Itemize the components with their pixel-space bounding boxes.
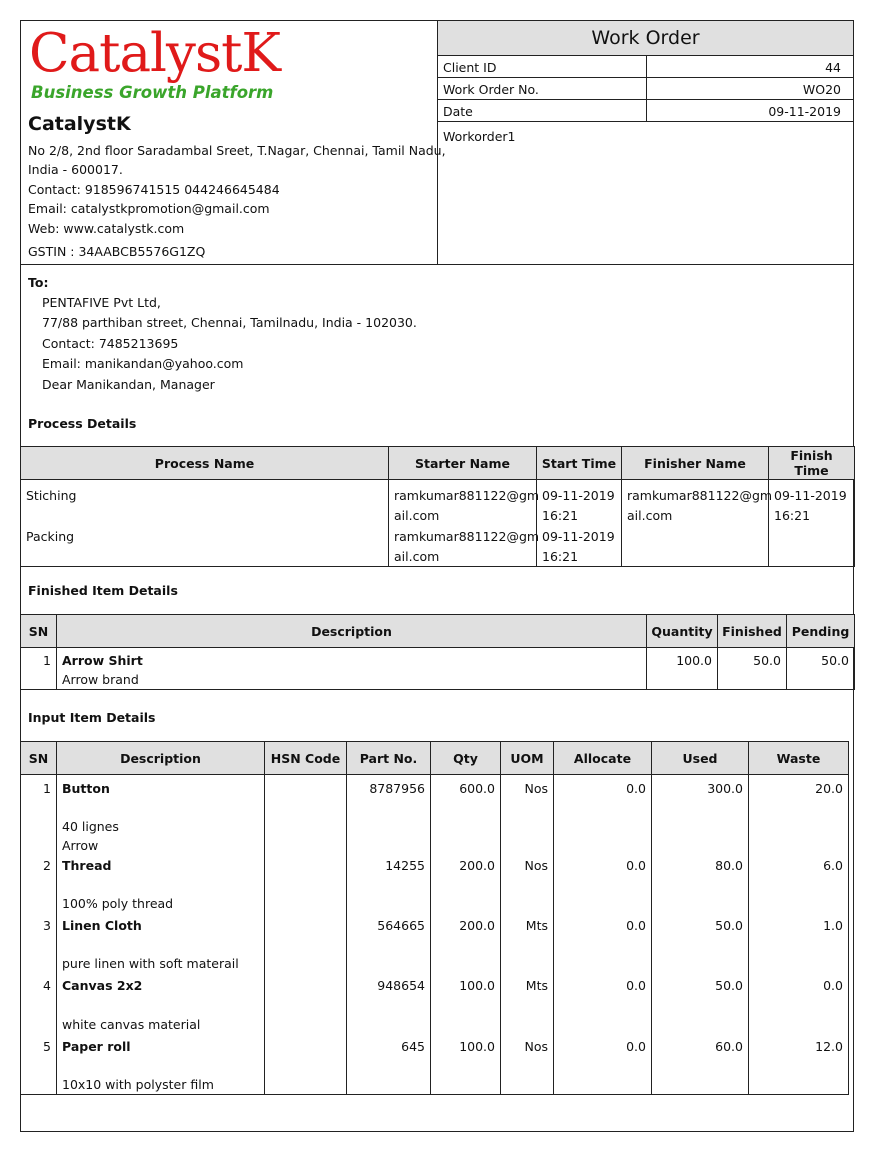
input-header-sn: SN xyxy=(21,742,57,775)
process-details-table xyxy=(20,446,855,567)
finished-item-name: Arrow Shirt xyxy=(62,653,143,668)
table-row xyxy=(21,648,855,690)
table-row xyxy=(21,480,855,526)
input-header-allocate: Allocate xyxy=(554,742,652,775)
company-address-line-1: No 2/8, 2nd floor Saradambal Sreet, T.Nagar, Chennai, Tamil Nadu, xyxy=(28,143,446,158)
input-items-table xyxy=(20,741,849,1095)
process-name: Stiching xyxy=(26,488,77,503)
finished-header-pending: Pending xyxy=(787,615,855,648)
process-header-start-time: Start Time xyxy=(537,447,622,480)
table-row xyxy=(21,973,849,1033)
input-item-name: Canvas 2x2 xyxy=(62,978,143,994)
input-allocate: 0.0 xyxy=(626,781,646,796)
company-tagline: Business Growth Platform xyxy=(31,83,274,102)
input-waste: 6.0 xyxy=(823,857,843,873)
input-header-description: Description xyxy=(57,742,265,775)
client-id-value: 44 xyxy=(825,60,841,75)
input-waste: 0.0 xyxy=(823,978,843,994)
input-sn: 3 xyxy=(43,918,51,934)
process-header-finish-time: Finish Time xyxy=(769,447,855,480)
client-id-label: Client ID xyxy=(443,60,497,75)
start-time: 16:21 xyxy=(542,507,579,523)
starter-name-line-1: ramkumar881122@gm xyxy=(394,529,540,544)
input-allocate: 0.0 xyxy=(626,857,646,873)
table-row xyxy=(21,775,849,856)
finished-header-quantity: Quantity xyxy=(647,615,718,648)
input-item-details-title: Input Item Details xyxy=(28,710,156,725)
finished-pending: 50.0 xyxy=(821,653,849,668)
input-qty: 200.0 xyxy=(459,857,495,873)
start-date: 09-11-2019 xyxy=(542,529,615,544)
input-allocate: 0.0 xyxy=(626,978,646,994)
input-used: 50.0 xyxy=(715,978,743,994)
recipient-contact: Contact: 7485213695 xyxy=(42,336,179,351)
process-header-starter-name: Starter Name xyxy=(389,447,537,480)
date-value: 09-11-2019 xyxy=(768,104,841,119)
finished-items-table xyxy=(20,614,855,690)
input-uom: Mts xyxy=(525,918,548,934)
input-qty: 200.0 xyxy=(459,918,495,934)
input-waste: 20.0 xyxy=(815,781,843,796)
starter-name-line-2: ail.com xyxy=(394,507,440,523)
input-waste: 1.0 xyxy=(823,918,843,934)
finished-header-description: Description xyxy=(57,615,647,648)
input-part-no: 8787956 xyxy=(369,781,425,796)
finished-sn: 1 xyxy=(43,653,51,668)
process-header-finisher-name: Finisher Name xyxy=(622,447,769,480)
recipient-greeting: Dear Manikandan, Manager xyxy=(42,377,215,392)
work-order-no-label: Work Order No. xyxy=(443,82,539,97)
work-order-title: Work Order xyxy=(438,21,853,56)
input-header-hsn-code: HSN Code xyxy=(265,742,347,775)
work-order-no-value: WO20 xyxy=(802,82,841,97)
input-item-name: Linen Cloth xyxy=(62,918,142,934)
start-date: 09-11-2019 xyxy=(542,488,615,503)
finished-finished: 50.0 xyxy=(753,653,781,668)
finished-item-details-title: Finished Item Details xyxy=(28,583,178,598)
company-address-line-2: India - 600017. xyxy=(28,162,123,177)
input-part-no: 14255 xyxy=(385,857,425,873)
input-uom: Nos xyxy=(524,857,548,873)
input-qty: 100.0 xyxy=(459,1038,495,1054)
input-item-desc-2: Arrow xyxy=(62,838,99,854)
work-order-box xyxy=(438,21,853,264)
recipient-address: 77/88 parthiban street, Chennai, Tamilnadu, India - 102030. xyxy=(42,315,417,330)
input-part-no: 645 xyxy=(401,1038,425,1054)
work-order-no-row xyxy=(438,78,853,100)
input-allocate: 0.0 xyxy=(626,918,646,934)
input-header-qty: Qty xyxy=(431,742,501,775)
company-web: Web: www.catalystk.com xyxy=(28,221,185,236)
table-row xyxy=(21,525,855,567)
input-item-desc-1: pure linen with soft materail xyxy=(62,956,239,972)
input-part-no: 564665 xyxy=(377,918,425,934)
company-contact: Contact: 918596741515 044246645484 xyxy=(28,182,280,197)
input-header-part-no: Part No. xyxy=(347,742,431,775)
finished-item-desc: Arrow brand xyxy=(62,672,139,687)
finisher-name-line-2: ail.com xyxy=(627,507,673,523)
table-row xyxy=(21,1034,849,1095)
recipient-label: To: xyxy=(28,275,49,290)
process-details-title: Process Details xyxy=(28,416,137,431)
input-item-name: Button xyxy=(62,781,110,796)
input-item-desc-1: 40 lignes xyxy=(62,819,119,835)
input-waste: 12.0 xyxy=(815,1038,843,1054)
starter-name-line-2: ail.com xyxy=(394,548,440,564)
date-label: Date xyxy=(443,104,473,119)
input-item-name: Paper roll xyxy=(62,1038,131,1054)
company-logo: CatalystK xyxy=(29,23,281,84)
input-sn: 4 xyxy=(43,978,51,994)
process-header-process-name: Process Name xyxy=(21,447,389,480)
finish-time: 16:21 xyxy=(774,507,811,523)
input-sn: 2 xyxy=(43,857,51,873)
input-header-used: Used xyxy=(652,742,749,775)
input-allocate: 0.0 xyxy=(626,1038,646,1054)
finished-header-sn: SN xyxy=(21,615,57,648)
input-item-name: Thread xyxy=(62,857,112,873)
finish-date: 09-11-2019 xyxy=(774,488,847,503)
input-item-desc-1: 10x10 with polyster film xyxy=(62,1077,214,1093)
input-sn: 1 xyxy=(43,781,51,796)
input-item-desc-1: white canvas material xyxy=(62,1016,201,1032)
input-item-desc-1: 100% poly thread xyxy=(62,895,174,911)
input-header-waste: Waste xyxy=(749,742,849,775)
recipient-email: Email: manikandan@yahoo.com xyxy=(42,356,244,371)
start-time: 16:21 xyxy=(542,548,579,564)
input-header-uom: UOM xyxy=(501,742,554,775)
input-sn: 5 xyxy=(43,1038,51,1054)
company-name: CatalystK xyxy=(28,113,131,135)
input-part-no: 948654 xyxy=(377,978,425,994)
date-row xyxy=(438,100,853,122)
input-used: 300.0 xyxy=(707,781,743,796)
work-order-note: Workorder1 xyxy=(443,129,516,144)
finisher-name-line-1: ramkumar881122@gm xyxy=(627,488,773,503)
company-block xyxy=(21,21,446,264)
input-uom: Nos xyxy=(524,1038,548,1054)
input-used: 60.0 xyxy=(715,1038,743,1054)
input-qty: 600.0 xyxy=(459,781,495,796)
company-email: Email: catalystkpromotion@gmail.com xyxy=(28,201,270,216)
recipient-name: PENTAFIVE Pvt Ltd, xyxy=(42,295,161,310)
process-name: Packing xyxy=(26,529,75,544)
finished-header-finished: Finished xyxy=(718,615,787,648)
finished-quantity: 100.0 xyxy=(676,653,712,668)
starter-name-line-1: ramkumar881122@gm xyxy=(394,488,540,503)
input-used: 80.0 xyxy=(715,857,743,873)
table-row xyxy=(21,913,849,973)
company-gstin: GSTIN : 34AABCB5576G1ZQ xyxy=(28,244,206,259)
input-used: 50.0 xyxy=(715,918,743,934)
table-row xyxy=(21,856,849,913)
work-order-page xyxy=(20,20,854,1132)
input-qty: 100.0 xyxy=(459,978,495,994)
client-id-row xyxy=(438,56,853,78)
input-uom: Mts xyxy=(525,978,548,994)
input-uom: Nos xyxy=(524,781,548,796)
